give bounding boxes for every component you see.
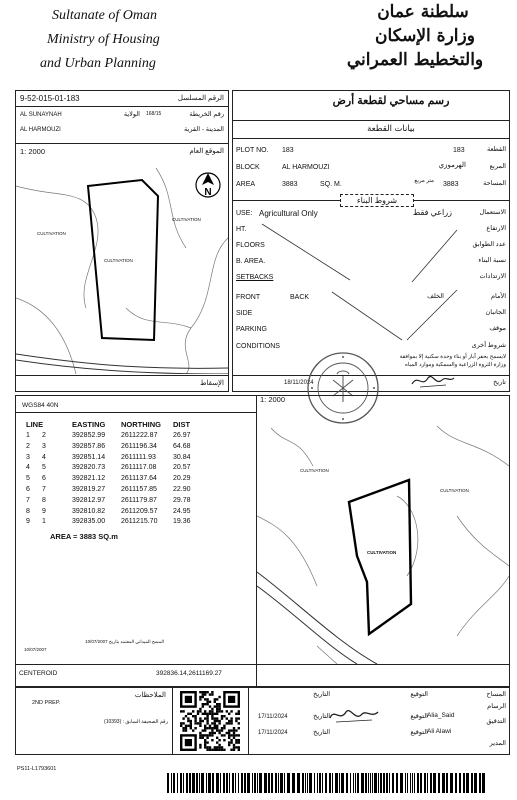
plot-no-label: PLOT NO. [236, 147, 269, 154]
drafter-label: الرسام [487, 703, 506, 710]
drafter-date: 17/11/2024 [258, 714, 288, 720]
building-area-label-ar: نسبة البناء [478, 257, 506, 264]
qr-code-icon [178, 690, 242, 752]
building-area-label: B. AREA. [236, 258, 266, 265]
area-unit: SQ. M. [320, 181, 342, 188]
location-scale-label: الموقع العام [189, 148, 224, 155]
floors-label-ar: عدد الطوابق [472, 241, 506, 248]
distance-value: 22.90 [173, 486, 191, 493]
easting-value: 392821.12 [72, 475, 106, 483]
notes-label: الملاحظات [134, 692, 166, 699]
setbacks-label: SETBACKS [236, 274, 274, 281]
svg-text:N: N [204, 187, 212, 198]
location-cultivation-label: CULTIVATION [172, 217, 201, 222]
parking-label-ar: موقف [489, 325, 506, 332]
date-column-label: التاريخ [313, 691, 330, 698]
from-point: 2 [26, 442, 30, 450]
distance-value: 29.78 [173, 496, 191, 504]
signature-column-label: التوقيع [410, 729, 428, 736]
ministry-name-ar-line1: سلطنة عمان [377, 2, 469, 22]
front-label-ar: الأمام [491, 293, 506, 300]
table-row [22, 453, 232, 462]
northing-value: 2611196.34 [121, 442, 157, 450]
use-label: USE: [236, 210, 253, 217]
from-point: 5 [26, 475, 30, 483]
plot-no-label-ar: القطعة [486, 146, 506, 153]
distance-value: 20.29 [173, 475, 191, 483]
location-scale: 1: 2000 [20, 147, 46, 156]
city-label: المدينة - القرية [184, 126, 224, 133]
approver-signature [410, 370, 456, 390]
table-row [22, 442, 232, 451]
city-value: AL HARMOUZI [20, 127, 61, 133]
conditions-label: CONDITIONS [236, 343, 280, 350]
use-value-ar: زراعي فقط [412, 208, 452, 217]
table-row [22, 507, 232, 516]
serial-number: 9-52-015-01-183 [20, 94, 80, 103]
old-reference: رقم الصحيفة السابق : (10393) [104, 719, 168, 725]
plot-no-value-ar: 183 [453, 147, 465, 154]
easting-value: 392857.86 [72, 442, 106, 450]
column-header-dist: DIST [173, 420, 191, 429]
block-label: BLOCK [236, 164, 260, 171]
sheet-number: 168/15 [146, 111, 162, 117]
plot-no-value: 183 [282, 147, 294, 154]
northing-value: 2611137.64 [121, 475, 157, 483]
from-point: 4 [26, 464, 30, 472]
from-point: 8 [26, 507, 30, 515]
area-label-ar: المساحة [483, 180, 506, 187]
survey-note-line2: 10/07/2007 [24, 647, 47, 652]
use-value: Agricultural Only [259, 209, 318, 218]
back-label-ar: الخلف [427, 293, 444, 300]
distance-value: 24.95 [173, 507, 191, 515]
easting-value: 392852.99 [72, 432, 106, 439]
block-label-ar: المربع [489, 163, 506, 170]
date-column-label: التاريخ [313, 713, 330, 720]
distance-value: 26.97 [173, 432, 191, 439]
northing-value: 2611209.57 [121, 507, 158, 515]
plan-cultivation-label: CULTIVATION [367, 550, 397, 555]
signature-column-label: التوقيع [410, 713, 428, 720]
location-cultivation-label: CULTIVATION [37, 231, 66, 236]
plot-data-heading: بيانات القطعة [367, 123, 415, 133]
column-header-easting: EASTING [72, 420, 106, 429]
northing-value: 2611215.70 [121, 518, 158, 526]
to-point: 1 [42, 518, 46, 526]
to-point: 5 [42, 464, 46, 472]
drafter-name: Alia_Said [427, 712, 455, 719]
from-point: 9 [26, 518, 30, 526]
barcode-icon [167, 773, 487, 793]
from-point: 3 [26, 453, 30, 461]
block-value-ar: الهرموزي [438, 162, 466, 169]
plan-cultivation-label: CULTIVATION [440, 488, 469, 493]
table-row [22, 485, 232, 494]
easting-value: 392819.27 [72, 486, 106, 493]
table-row [22, 431, 232, 440]
to-point: 6 [42, 475, 46, 483]
document-title: رسم مساحي لقطعة أرض [332, 95, 450, 107]
stamp-date-label: تاريخ [493, 379, 506, 386]
signature-column-label: التوقيع [410, 691, 428, 698]
easting-value: 392835.00 [72, 518, 106, 526]
conditions-label-ar: شروط أخرى [471, 342, 506, 349]
wilayat-value: AL SUNAYNAH [20, 112, 62, 118]
from-point: 7 [26, 496, 30, 504]
north-arrow-icon [194, 171, 222, 199]
easting-value: 392820.73 [72, 464, 106, 472]
column-header-northing: NORTHING [121, 420, 161, 429]
from-point: 1 [26, 432, 30, 439]
survey-note-line1: المسح الميداني المعتمد بتاريخ 10/07/2007 [85, 639, 164, 644]
side-label-ar: الجانبان [485, 309, 506, 316]
from-point: 6 [26, 486, 30, 493]
director-label: المدير [489, 740, 506, 747]
area-unit-ar: متر مربع [414, 178, 434, 184]
ministry-name-en-line1: Sultanate of Oman [52, 8, 157, 23]
restriction-note-line1: لايسمح بحفر آبار أو بناء وحدة سكنية إلا بموافقة [399, 354, 506, 360]
side-label: SIDE [236, 310, 253, 317]
checker-date: 17/11/2024 [258, 730, 288, 736]
area-value-ar: 3883 [443, 181, 459, 188]
total-area: AREA = 3883 SQ.m [50, 532, 118, 541]
to-point: 2 [42, 432, 46, 439]
sheet-label: رقم الخريطة [189, 111, 224, 118]
area-label: AREA [236, 181, 256, 188]
stamp-date: 18/11/2024 [284, 380, 314, 386]
front-label: FRONT [236, 294, 261, 301]
use-label-ar: الاستعمال [479, 209, 506, 216]
distance-value: 20.57 [173, 464, 191, 472]
wilayat-label: الولاية [123, 111, 140, 118]
survey-plan-drawing [257, 406, 509, 664]
coordinate-datum: WGS84 40N [22, 402, 59, 409]
building-conditions-heading: شروط البناء [356, 196, 398, 205]
ministry-name-en-line2: Ministry of Housing [47, 32, 160, 47]
ministry-name-ar-line2: وزارة الإسكان [375, 26, 475, 46]
to-point: 8 [42, 496, 46, 504]
document-number: PS11-L1793601 [17, 766, 57, 772]
parking-label: PARKING [236, 326, 267, 333]
serial-label: الرقم المسلسل [177, 95, 224, 102]
ministry-name-ar-line3: والتخطيط العمراني [346, 50, 484, 70]
distance-value: 30.84 [173, 453, 191, 461]
to-point: 9 [42, 507, 46, 515]
plan-cultivation-label: CULTIVATION [300, 468, 329, 473]
date-column-label: التاريخ [313, 729, 330, 736]
height-label-ar: الارتفاع [486, 225, 506, 232]
restriction-note-line2: وزارة الثروة الزراعية والسمكية وموارد المياه [404, 362, 506, 368]
floors-label: FLOORS [236, 242, 265, 249]
table-row [22, 496, 232, 505]
plan-scale: 1: 2000 [260, 395, 286, 404]
area-value: 3883 [282, 181, 298, 188]
second-prep-label: 2ND PREP. [32, 700, 61, 706]
table-row [22, 474, 232, 483]
checker-label: التدقيق [486, 718, 506, 725]
to-point: 3 [42, 442, 46, 450]
drafter-signature [328, 704, 380, 726]
projection-label: الإسقاط [200, 380, 224, 387]
height-label: HT. [236, 226, 247, 233]
northing-value: 2611117.08 [121, 464, 157, 472]
to-point: 4 [42, 453, 46, 461]
column-header-line: LINE [26, 420, 44, 429]
northing-value: 2611111.93 [121, 453, 156, 461]
distance-value: 19.36 [173, 518, 191, 526]
northing-value: 2611157.85 [121, 486, 157, 493]
checker-name: Ali Alawi [427, 728, 452, 735]
location-cultivation-label: CULTIVATION [104, 258, 133, 263]
coordinate-table-header [22, 420, 232, 429]
table-row [22, 463, 232, 472]
centeroid-value: 392836.14,2611169.27 [156, 670, 222, 677]
table-row [22, 517, 232, 526]
block-value: AL HARMOUZI [282, 164, 330, 171]
northing-value: 2611222.87 [121, 432, 158, 439]
easting-value: 392810.82 [72, 507, 106, 515]
back-label: BACK [290, 294, 310, 301]
northing-value: 2611179.87 [121, 496, 157, 504]
setbacks-label-ar: الارتدادات [479, 273, 506, 280]
surveyor-label: المساح [486, 691, 506, 698]
easting-value: 392812.97 [72, 496, 106, 504]
easting-value: 392851.14 [72, 453, 106, 461]
centeroid-label: CENTEROID [19, 670, 58, 677]
distance-value: 64.68 [173, 442, 191, 450]
ministry-name-en-line3: and Urban Planning [40, 56, 156, 71]
to-point: 7 [42, 486, 46, 493]
